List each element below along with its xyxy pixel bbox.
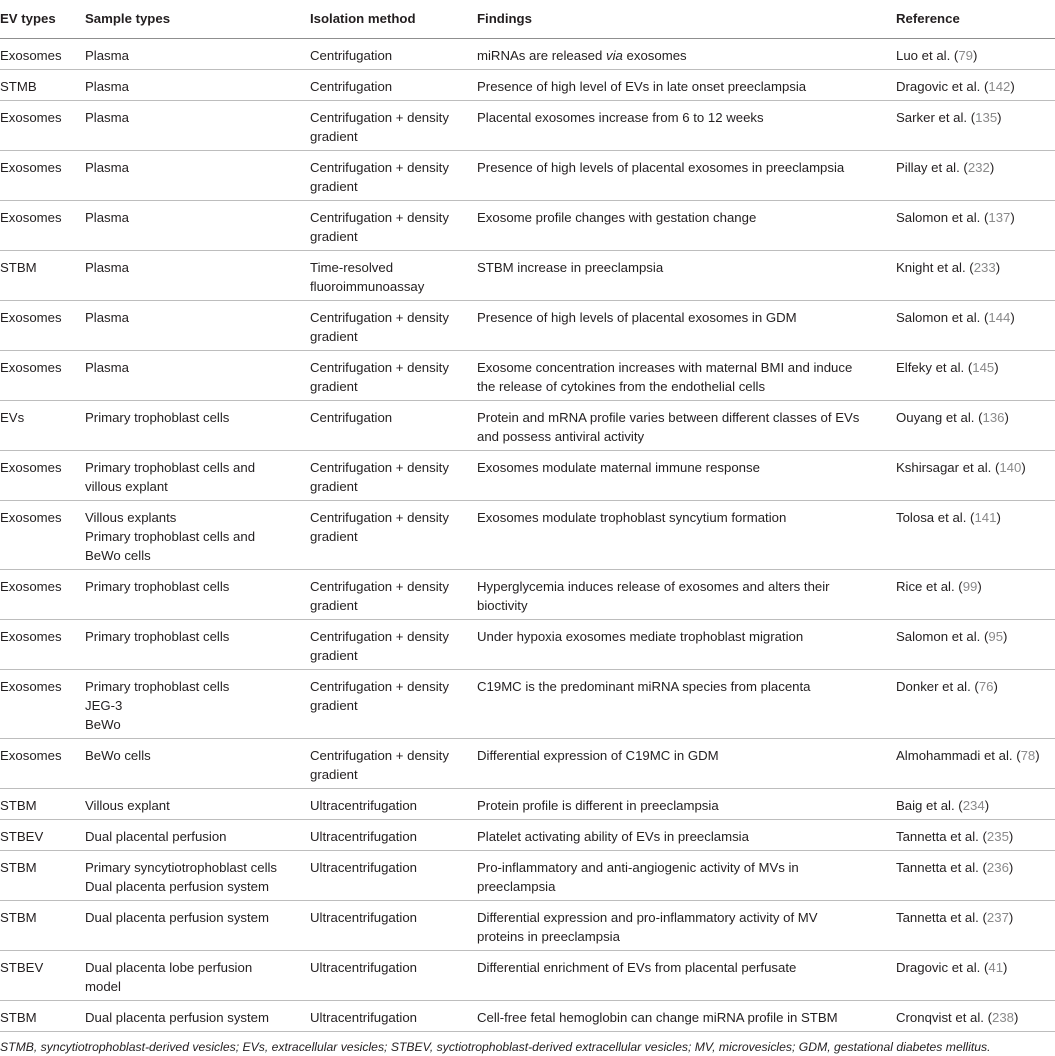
cell-sample-type [83,1001,308,1032]
reference-close: ) [997,110,1002,125]
cell-reference [894,501,1055,570]
cell-sample-type-line: Plasma [85,210,129,225]
cell-reference [894,101,1055,151]
cell-sample-type-line: Primary trophoblast cells and [85,460,256,475]
cell-sample-type [83,70,308,101]
cell-reference [894,789,1055,820]
cell-isolation-method-line: gradient [310,598,358,613]
cell-findings [475,70,894,101]
header-findings: Findings [475,0,894,39]
reference-author: Dragovic et al. ( [896,960,989,975]
reference-author: Tannetta et al. ( [896,860,987,875]
reference-number: 41 [988,960,1004,975]
cell-isolation-method [308,501,475,570]
cell-findings-line: Differential expression of C19MC in GDM [477,748,719,763]
cell-findings-line: Protein and mRNA profile varies between different classes of EVs [477,410,860,425]
header-sample-types: Sample types [83,0,308,39]
cell-ev-type: STBM [0,851,83,901]
cell-isolation-method-line: Centrifugation + density [310,210,449,225]
cell-findings-line: Presence of high level of EVs in late onset preeclampsia [477,79,807,94]
reference-author: Luo et al. ( [896,48,959,63]
cell-sample-type [83,570,308,620]
reference-number: 79 [958,48,973,63]
reference-close: ) [994,360,999,375]
cell-findings-line: the release of cytokines from the endothelial cells [477,379,766,394]
reference-close: ) [1010,210,1015,225]
table-row [0,739,1055,789]
reference-close: ) [1010,310,1015,325]
reference-close: ) [1008,829,1014,844]
cell-findings [475,620,894,670]
cell-sample-type-line: Primary trophoblast cells [85,679,230,694]
cell-findings-line: Exosomes modulate maternal immune response [477,460,760,475]
cell-isolation-method-line: Centrifugation + density [310,748,449,763]
cell-isolation-method-line: Centrifugation [310,410,393,425]
cell-sample-type [83,851,308,901]
table-row [0,201,1055,251]
cell-reference [894,251,1055,301]
reference-close: ) [989,160,995,175]
cell-isolation-method-line: gradient [310,698,358,713]
cell-findings-line: Platelet activating ability of EVs in preeclamsia [477,829,749,844]
reference-author: Pillay et al. ( [896,160,968,175]
cell-reference [894,351,1055,401]
cell-sample-type [83,670,308,739]
cell-findings [475,570,894,620]
cell-sample-type [83,951,308,1001]
reference-number: 145 [972,360,995,375]
cell-sample-type-line: Plasma [85,79,129,94]
table-row [0,620,1055,670]
cell-isolation-method-line: Ultracentrifugation [310,1010,418,1025]
cell-reference [894,570,1055,620]
table-row [0,39,1055,70]
reference-close: ) [995,260,1001,275]
cell-reference [894,451,1055,501]
cell-findings [475,201,894,251]
cell-sample-type-line: Plasma [85,110,129,125]
reference-close: ) [1004,410,1009,425]
table-row [0,820,1055,851]
reference-number: 232 [967,160,990,175]
cell-findings [475,951,894,1001]
cell-isolation-method-line: Centrifugation + density [310,110,449,125]
cell-findings [475,301,894,351]
reference-author: Salomon et al. ( [896,310,989,325]
cell-isolation-method [308,251,475,301]
cell-findings-line: and possess antiviral activity [477,429,645,444]
cell-ev-type: STBEV [0,820,83,851]
cell-findings [475,901,894,951]
cell-isolation-method-line: gradient [310,379,358,394]
cell-reference [894,739,1055,789]
cell-ev-type: STBM [0,1001,83,1032]
reference-close: ) [993,679,998,694]
cell-findings-line: Exosomes modulate trophoblast syncytium formation [477,510,787,525]
cell-isolation-method [308,570,475,620]
cell-sample-type [83,620,308,670]
reference-author: Baig et al. ( [896,798,963,813]
cell-isolation-method-line: Centrifugation + density [310,310,449,325]
table-header-row [0,0,1055,39]
reference-close: ) [972,48,978,63]
table-row [0,451,1055,501]
cell-findings-line: Protein profile is different in preeclampsia [477,798,719,813]
table-row [0,670,1055,739]
cell-isolation-method [308,401,475,451]
cell-sample-type [83,789,308,820]
reference-number: 99 [962,579,978,594]
cell-findings-line: Cell-free fetal hemoglobin can change miRNA profile in STBM [477,1010,838,1025]
cell-findings-line: Differential expression and pro-inflammatory activity of MV [477,910,818,925]
cell-isolation-method [308,951,475,1001]
reference-number: 137 [988,210,1011,225]
cell-isolation-method [308,351,475,401]
cell-findings-line: C19MC is the predominant miRNA species from placenta [477,679,811,694]
cell-sample-type-line: Dual placenta perfusion system [85,1010,269,1025]
reference-close: ) [977,579,982,594]
reference-close: ) [1021,460,1026,475]
cell-sample-type-line: Plasma [85,310,129,325]
cell-isolation-method [308,151,475,201]
cell-ev-type: Exosomes [0,151,83,201]
cell-ev-type: Exosomes [0,451,83,501]
cell-isolation-method [308,901,475,951]
cell-reference [894,151,1055,201]
cell-sample-type-line: Plasma [85,160,129,175]
header-ev-types: EV types [0,0,83,39]
cell-isolation-method-line: gradient [310,529,358,544]
cell-findings [475,101,894,151]
reference-author: Cronqvist et al. ( [896,1010,993,1025]
cell-ev-type: Exosomes [0,351,83,401]
cell-isolation-method-line: Centrifugation + density [310,579,449,594]
cell-findings [475,451,894,501]
table-row [0,901,1055,951]
table-row [0,301,1055,351]
cell-findings-part: exosomes [622,48,687,63]
reference-close: ) [1003,960,1008,975]
reference-number: 95 [988,629,1004,644]
cell-findings [475,1001,894,1032]
cell-reference [894,201,1055,251]
cell-isolation-method-line: Time-resolved [310,260,394,275]
reference-close: ) [1014,1010,1019,1025]
cell-findings-line: Placental exosomes increase from 6 to 12 weeks [477,110,764,125]
reference-author: Rice et al. ( [896,579,963,594]
cell-reference [894,401,1055,451]
reference-close: ) [1035,748,1040,763]
cell-isolation-method-line: gradient [310,648,358,663]
cell-isolation-method-line: Centrifugation + density [310,510,449,525]
reference-author: Almohammadi et al. ( [896,748,1021,763]
cell-findings [475,739,894,789]
cell-sample-type-line: Dual placenta lobe perfusion [85,960,253,975]
reference-number: 78 [1020,748,1036,763]
cell-findings [475,39,894,70]
reference-number: 236 [986,860,1009,875]
cell-reference [894,70,1055,101]
cell-findings-line: Exosome profile changes with gestation change [477,210,757,225]
cell-sample-type-line: Primary trophoblast cells [85,410,230,425]
cell-ev-type: Exosomes [0,201,83,251]
cell-reference [894,901,1055,951]
table-row [0,570,1055,620]
cell-isolation-method-line: Ultracentrifugation [310,798,418,813]
cell-isolation-method [308,739,475,789]
table-body [0,39,1055,1032]
reference-number: 76 [978,679,994,694]
cell-reference [894,851,1055,901]
cell-findings [475,789,894,820]
table-row [0,151,1055,201]
cell-findings-line: STBM increase in preeclampsia [477,260,664,275]
cell-sample-type-line: Plasma [85,360,129,375]
cell-ev-type: Exosomes [0,620,83,670]
header-reference: Reference [894,0,1055,39]
cell-isolation-method [308,1001,475,1032]
cell-isolation-method [308,101,475,151]
cell-sample-type-line: Dual placental perfusion [85,829,227,844]
cell-ev-type: Exosomes [0,739,83,789]
table-row [0,401,1055,451]
cell-findings-line: proteins in preeclampsia [477,929,620,944]
cell-sample-type-line: Villous explant [85,798,170,813]
cell-findings-line: Hyperglycemia induces release of exosomes and alters their [477,579,830,594]
cell-findings-line: Pro-inflammatory and anti-angiogenic activity of MVs in [477,860,799,875]
cell-isolation-method-line: gradient [310,479,358,494]
cell-sample-type-line: Primary trophoblast cells and [85,529,256,544]
cell-isolation-method-line: Centrifugation + density [310,460,449,475]
cell-sample-type-line: Dual placenta perfusion system [85,879,269,894]
cell-isolation-method-line: fluoroimmunoassay [310,279,425,294]
reference-close: ) [1008,910,1014,925]
table-row [0,351,1055,401]
cell-ev-type: STBM [0,251,83,301]
reference-close: ) [984,798,990,813]
cell-findings [475,501,894,570]
cell-isolation-method-line: Centrifugation + density [310,360,449,375]
cell-sample-type [83,501,308,570]
header-isolation-method: Isolation method [308,0,475,39]
cell-sample-type [83,151,308,201]
cell-sample-type-line: Dual placenta perfusion system [85,910,269,925]
cell-findings-part: via [606,48,623,63]
cell-sample-type-line: model [85,979,121,994]
cell-isolation-method-line: Ultracentrifugation [310,860,418,875]
reference-close: ) [1003,629,1008,644]
cell-findings-line: preeclampsia [477,879,556,894]
cell-sample-type-line: JEG-3 [85,698,123,713]
table-footnote: STMB, syncytiotrophoblast-derived vesicles; EVs, extracellular vesicles; STBEV, syctiotrophoblast-derived extracellular vesicles; MV, microvesicles; GDM, gestational diabetes mellitus. [0,1040,991,1054]
cell-findings [475,351,894,401]
cell-isolation-method-line: Centrifugation + density [310,629,449,644]
cell-findings-part: miRNAs are released [477,48,606,63]
reference-number: 136 [982,410,1005,425]
cell-findings-line: Exosome concentration increases with maternal BMI and induce [477,360,853,375]
reference-author: Dragovic et al. ( [896,79,989,94]
cell-sample-type [83,39,308,70]
table-row [0,501,1055,570]
cell-reference [894,670,1055,739]
cell-sample-type-line: BeWo cells [85,748,151,763]
cell-findings [475,851,894,901]
table-row [0,851,1055,901]
reference-number: 141 [974,510,997,525]
cell-ev-type: EVs [0,401,83,451]
cell-findings-line: Presence of high levels of placental exosomes in GDM [477,310,797,325]
reference-number: 235 [986,829,1009,844]
cell-ev-type: STMB [0,70,83,101]
cell-isolation-method [308,851,475,901]
cell-sample-type [83,251,308,301]
cell-isolation-method-line: Centrifugation [310,48,393,63]
cell-sample-type-line: BeWo cells [85,548,151,563]
cell-isolation-method [308,820,475,851]
cell-isolation-method-line: Ultracentrifugation [310,910,418,925]
reference-close: ) [1010,79,1015,94]
reference-author: Kshirsagar et al. ( [896,460,1000,475]
cell-findings-line: Under hypoxia exosomes mediate trophoblast migration [477,629,804,644]
cell-sample-type [83,351,308,401]
cell-sample-type-line: Plasma [85,260,129,275]
cell-ev-type: Exosomes [0,301,83,351]
cell-isolation-method-line: gradient [310,329,358,344]
cell-sample-type [83,451,308,501]
reference-number: 140 [999,460,1022,475]
reference-author: Donker et al. ( [896,679,979,694]
cell-sample-type [83,820,308,851]
cell-isolation-method-line: Centrifugation + density [310,160,449,175]
table-row [0,101,1055,151]
cell-reference [894,1001,1055,1032]
table-row [0,251,1055,301]
cell-findings [475,401,894,451]
cell-ev-type: Exosomes [0,501,83,570]
cell-isolation-method-line: gradient [310,179,358,194]
cell-isolation-method [308,451,475,501]
reference-number: 237 [986,910,1009,925]
cell-ev-type: Exosomes [0,101,83,151]
cell-isolation-method [308,201,475,251]
reference-close: ) [1008,860,1014,875]
table-row [0,951,1055,1001]
cell-sample-type-line: villous explant [85,479,168,494]
cell-isolation-method-line: gradient [310,129,358,144]
cell-reference [894,620,1055,670]
cell-isolation-method-line: Centrifugation [310,79,393,94]
reference-author: Salomon et al. ( [896,210,989,225]
cell-reference [894,820,1055,851]
cell-reference [894,951,1055,1001]
cell-sample-type-line: BeWo [85,717,121,732]
table-row [0,789,1055,820]
cell-isolation-method-line: Centrifugation + density [310,679,449,694]
cell-findings [475,820,894,851]
cell-sample-type-line: Villous explants [85,510,177,525]
table-row [0,1001,1055,1032]
cell-isolation-method [308,670,475,739]
reference-number: 144 [988,310,1011,325]
cell-sample-type-line: Primary syncytiotrophoblast cells [85,860,278,875]
cell-findings [475,151,894,201]
cell-isolation-method [308,39,475,70]
cell-isolation-method [308,301,475,351]
cell-sample-type [83,739,308,789]
cell-sample-type-line: Plasma [85,48,129,63]
table-row [0,70,1055,101]
cell-ev-type: Exosomes [0,39,83,70]
cell-isolation-method-line: gradient [310,229,358,244]
reference-number: 238 [992,1010,1015,1025]
cell-findings [475,251,894,301]
reference-author: Knight et al. ( [896,260,974,275]
cell-ev-type: Exosomes [0,670,83,739]
cell-isolation-method [308,789,475,820]
reference-number: 135 [975,110,998,125]
reference-author: Tannetta et al. ( [896,910,987,925]
cell-sample-type-line: Primary trophoblast cells [85,579,230,594]
cell-isolation-method [308,620,475,670]
cell-findings-line: Presence of high levels of placental exosomes in preeclampsia [477,160,845,175]
reference-number: 234 [962,798,985,813]
cell-findings-line: Differential enrichment of EVs from placental perfusate [477,960,797,975]
cell-sample-type [83,401,308,451]
cell-ev-type: STBEV [0,951,83,1001]
reference-author: Tolosa et al. ( [896,510,975,525]
cell-ev-type: STBM [0,901,83,951]
reference-close: ) [996,510,1001,525]
reference-author: Sarker et al. ( [896,110,976,125]
reference-author: Elfeky et al. ( [896,360,973,375]
cell-findings [475,670,894,739]
cell-ev-type: STBM [0,789,83,820]
cell-sample-type [83,901,308,951]
reference-author: Salomon et al. ( [896,629,989,644]
cell-isolation-method-line: Ultracentrifugation [310,960,418,975]
cell-isolation-method-line: gradient [310,767,358,782]
cell-sample-type-line: Primary trophoblast cells [85,629,230,644]
cell-findings-line: bioctivity [477,598,528,613]
cell-sample-type [83,101,308,151]
cell-reference [894,39,1055,70]
cell-sample-type [83,301,308,351]
cell-ev-type: Exosomes [0,570,83,620]
reference-author: Ouyang et al. ( [896,410,983,425]
reference-number: 142 [988,79,1011,94]
cell-reference [894,301,1055,351]
cell-isolation-method-line: Ultracentrifugation [310,829,418,844]
cell-sample-type [83,201,308,251]
reference-author: Tannetta et al. ( [896,829,987,844]
cell-isolation-method [308,70,475,101]
reference-number: 233 [973,260,996,275]
